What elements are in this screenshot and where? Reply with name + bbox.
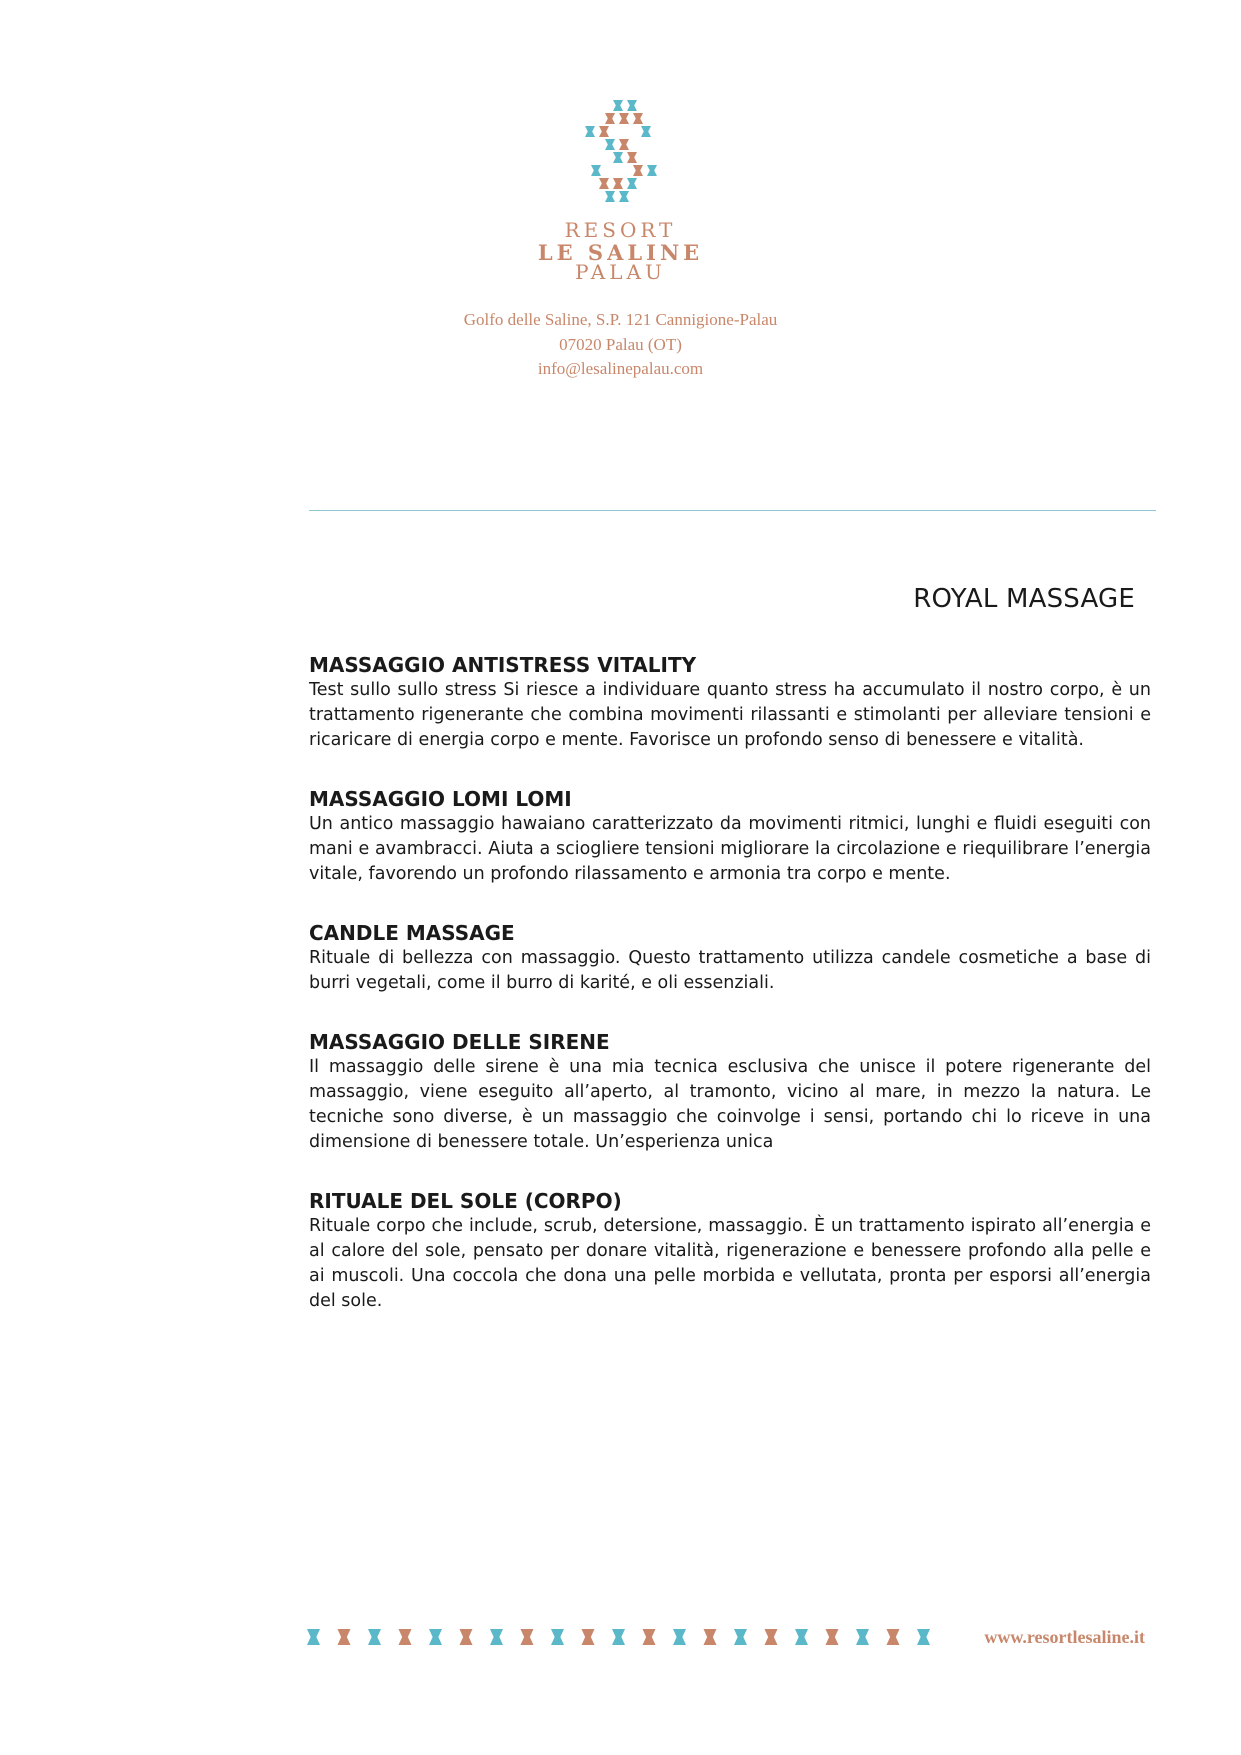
- treatment-title: MASSAGGIO ANTISTRESS VITALITY: [309, 653, 697, 677]
- treatment-title: MASSAGGIO LOMI LOMI: [309, 787, 572, 811]
- treatment-section: [309, 786, 1151, 887]
- resort-logo-icon: [583, 100, 663, 210]
- treatment-section: [309, 652, 1151, 753]
- treatment-description: Un antico massaggio hawaiano caratterizzato da movimenti ritmici, lunghi e fluidi eseguiti con mani e avambracci. Aiuta a sciogliere tensioni migliorare la circolazione e riequilibrare l’energia vitale, favorendo un profondo rilassamento e armonia tra corpo e mente.: [309, 814, 1151, 884]
- treatment-title: MASSAGGIO DELLE SIRENE: [309, 1030, 610, 1054]
- treatment-list: [309, 652, 1151, 1347]
- website-link[interactable]: www.resortlesaline.it: [984, 1627, 1145, 1647]
- letterhead: [0, 0, 1241, 400]
- brand-resort: RESORT: [564, 218, 677, 242]
- treatment-description: Rituale corpo che include, scrub, detersione, massaggio. È un trattamento ispirato all’energia e al calore del sole, pensato per donare vitalità, rigenerazione e benessere profondo alla pelle e ai muscoli. Una coccola che dona una pelle morbida e vellutata, pronta per esporsi all’energia del sole.: [309, 1216, 1151, 1311]
- brand-location: PALAU: [575, 260, 666, 284]
- treatment-description: Rituale di bellezza con massaggio. Questo trattamento utilizza candele cosmetiche a base di burri vegetali, come il burro di karité, e oli essenziali.: [309, 948, 1151, 993]
- treatment-section: [309, 1188, 1151, 1314]
- address-postal: 07020 Palau (OT): [559, 335, 682, 354]
- brand-name: LE SALINE: [537, 240, 704, 265]
- header-divider: [309, 510, 1156, 511]
- address-email: info@lesalinepalau.com: [537, 359, 704, 378]
- treatment-title: CANDLE MASSAGE: [309, 921, 515, 945]
- treatment-section: [309, 1029, 1151, 1155]
- treatment-description: Test sullo sullo stress Si riesce a individuare quanto stress ha accumulato il nostro corpo, è un trattamento rigenerante che combina movimenti rilassanti e stimolanti per alleviare tensioni e ricaricare di energia corpo e mente. Favorisce un profondo senso di benessere e vitalità.: [309, 680, 1151, 750]
- treatment-section: [309, 920, 1151, 996]
- hourglass-pattern-icon: [305, 1627, 937, 1647]
- treatment-title: RITUALE DEL SOLE (CORPO): [309, 1189, 622, 1213]
- treatment-description: Il massaggio delle sirene è una mia tecnica esclusiva che unisce il potere rigenerante del massaggio, viene eseguito all’aperto, al tramonto, vicino al mare, in mezzo la natura. Le tecniche sono diverse, è un massaggio che coinvolge i sensi, portando chi lo riceve in una dimensione di benessere totale. Un’esperienza unica: [309, 1057, 1151, 1152]
- address-street: Golfo delle Saline, S.P. 121 Cannigione-Palau: [463, 310, 778, 329]
- page-title: ROYAL MASSAGE: [913, 584, 1135, 614]
